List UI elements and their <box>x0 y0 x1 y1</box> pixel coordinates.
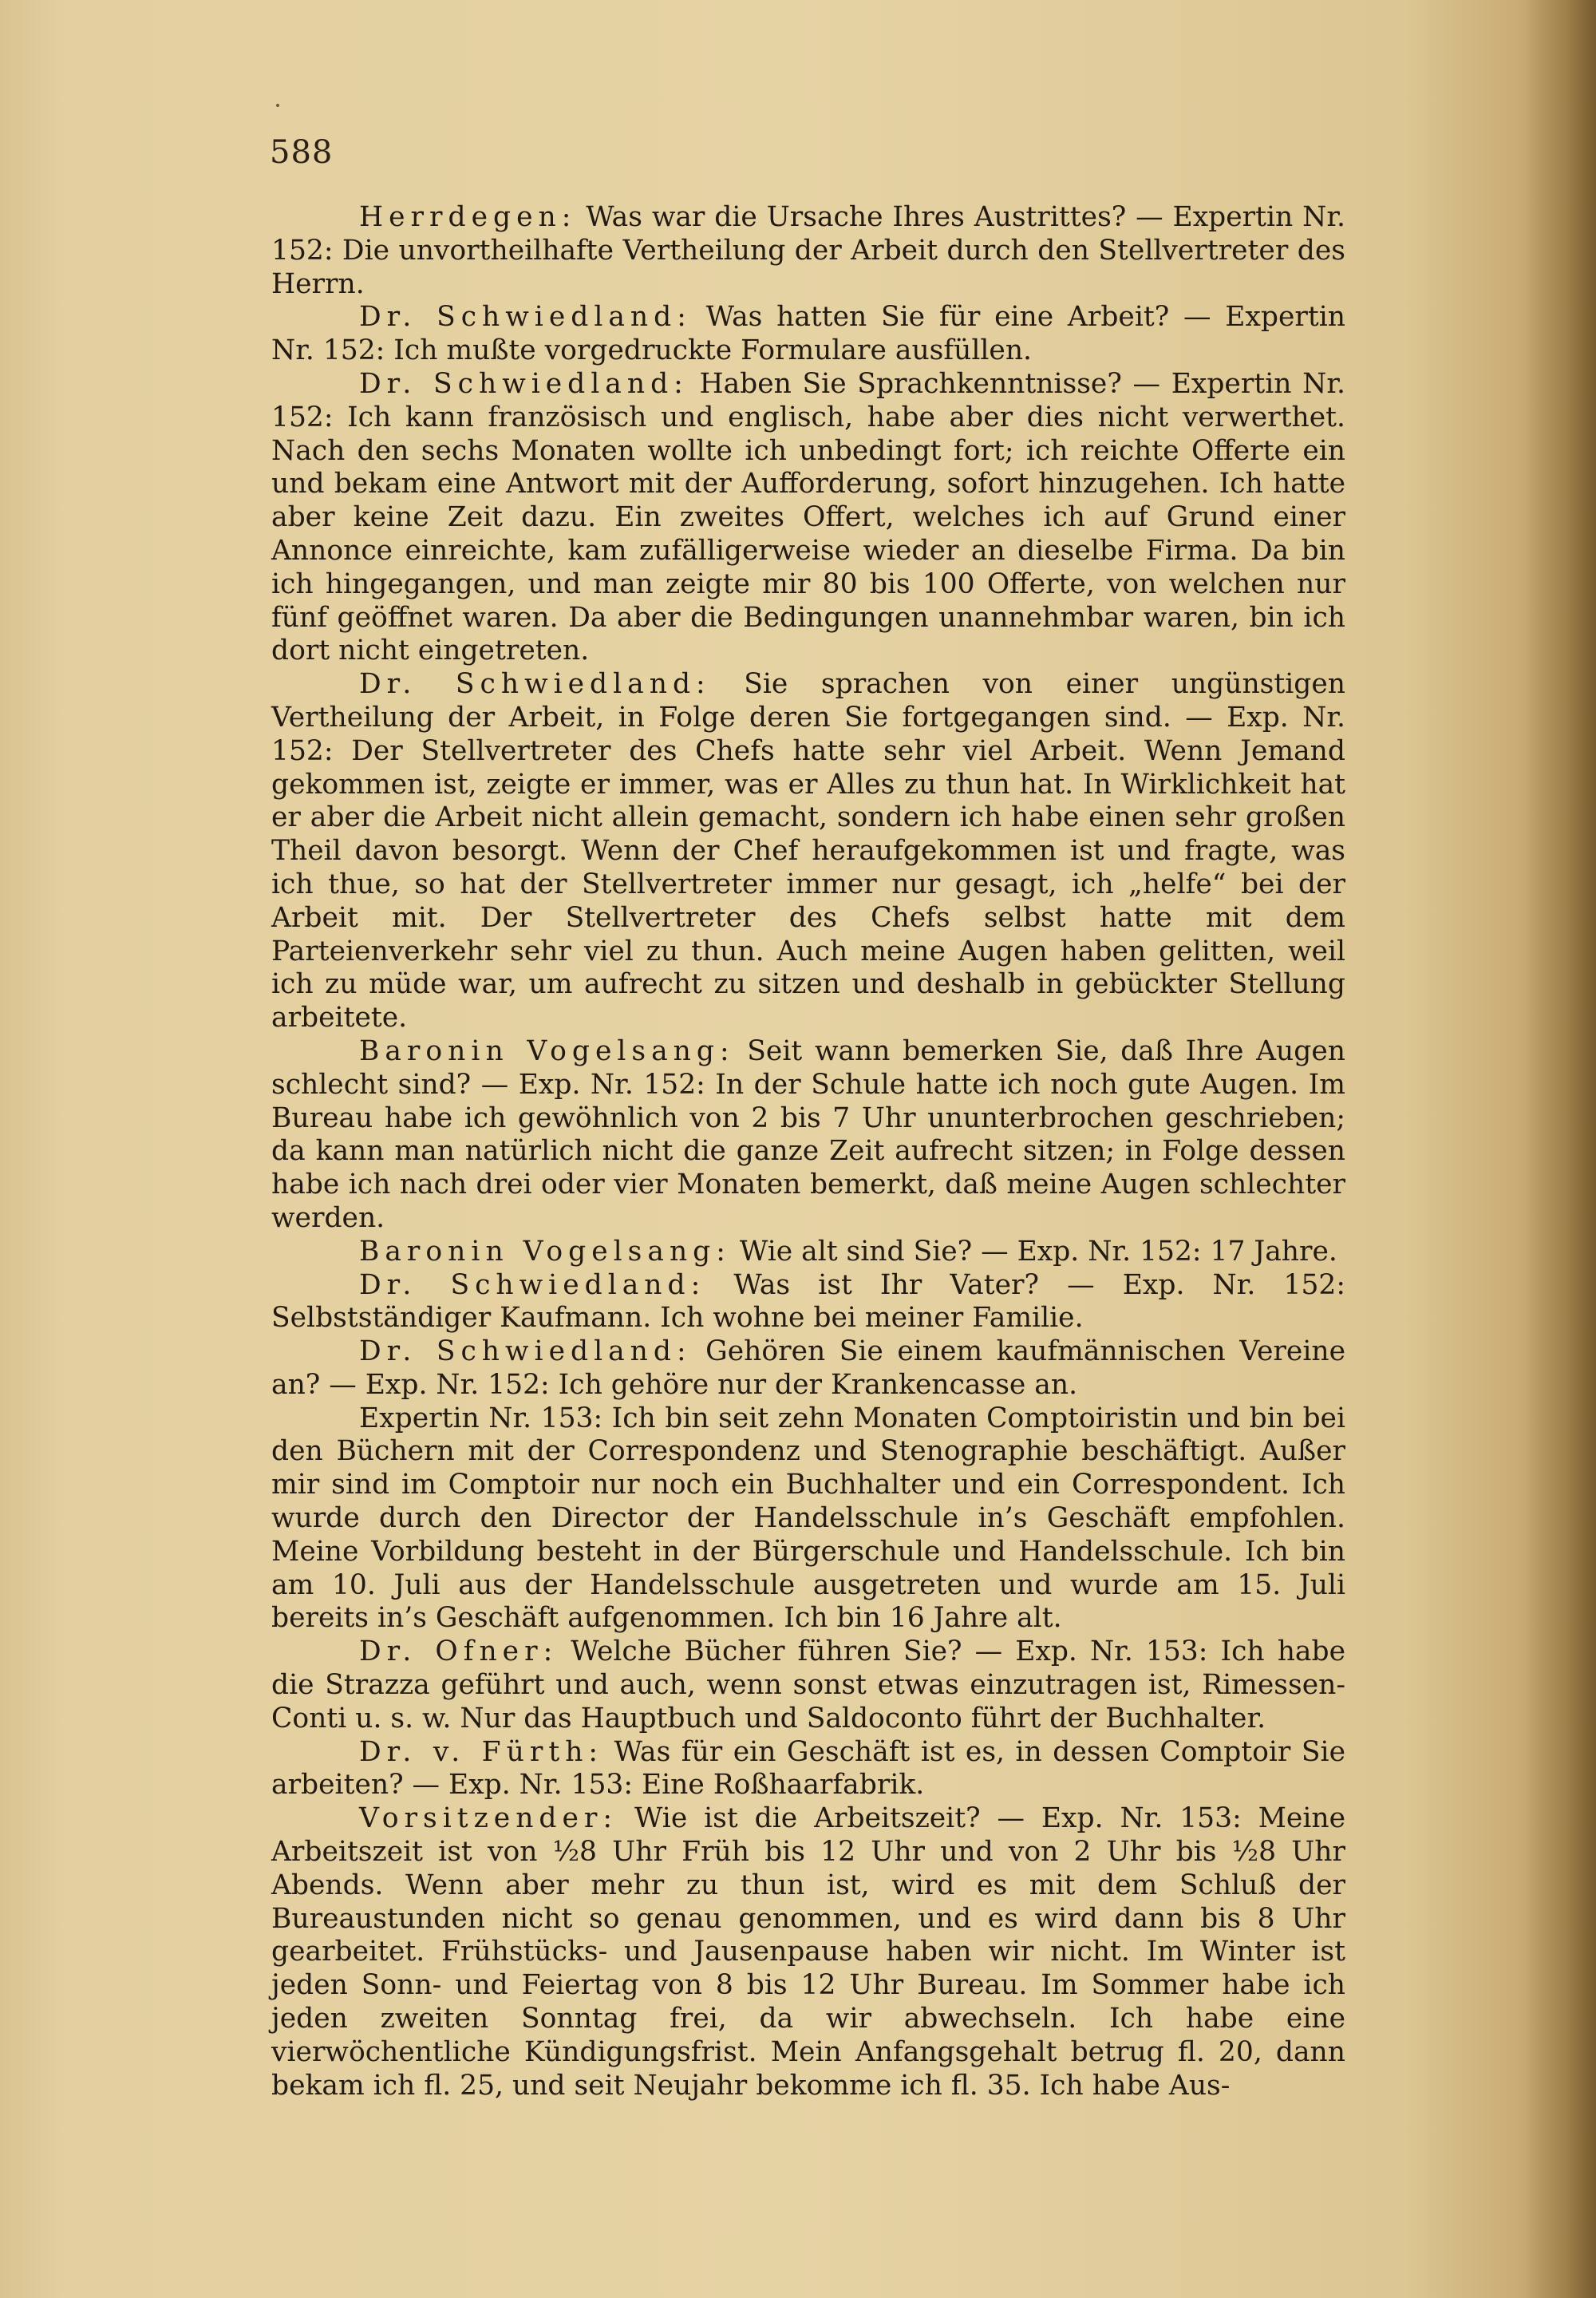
paragraph <box>271 1802 1345 2102</box>
speaker-name: Dr. Schwiedland: <box>359 1268 706 1301</box>
paragraph <box>271 1269 1345 1336</box>
speaker-name: Dr. v. Fürth: <box>359 1735 604 1768</box>
paragraph <box>271 1402 1345 1636</box>
paragraph-text: Wie ist die Arbeitszeit? — Exp. Nr. 153: Meine Arbeitszeit ist von ½8 Uhr Früh bis 12 Uhr und von 2 Uhr bis ½8 Uhr Abends. Wenn aber mehr zu thun ist, wird es mit dem Schluß der Bureaustunden nicht so genau genommen, und es wird dann bis 8 Uhr gearbeitet. Frühstücks- und Jausenpause haben wir nicht. Im Winter ist jeden Sonn- und Feiertag von 8 bis 12 Uhr Bureau. Im Sommer habe ich jeden zweiten Sonntag frei, da wir abwechseln. Ich habe eine vierwöchentliche Kündigungsfrist. Mein Anfangsgehalt betrug fl. 20, dann bekam ich fl. 25, und seit Neujahr bekomme ich fl. 35. Ich habe Aus- <box>271 1802 1345 2102</box>
page-binding-shadow <box>1524 0 1596 2298</box>
speaker-name: Dr. Schwiedland: <box>359 1335 692 1368</box>
paragraph <box>271 301 1345 368</box>
paragraph <box>271 1635 1345 1735</box>
speaker-name: Baronin Vogelsang: <box>359 1034 735 1067</box>
speaker-name: Dr. Schwiedland: <box>359 367 689 400</box>
paragraph <box>271 1736 1345 1803</box>
paragraph <box>271 1035 1345 1236</box>
paragraph-text: Wie alt sind Sie? — Exp. Nr. 152: 17 Jahre. <box>730 1235 1337 1268</box>
speaker-name: Vorsitzender: <box>359 1802 618 1835</box>
paper-speck <box>276 104 279 107</box>
speaker-name: Baronin Vogelsang: <box>359 1235 731 1268</box>
speaker-name: Herrdegen: <box>359 201 577 233</box>
paragraph-text: Was ist Ihr Vater? — Exp. Nr. 152: Selbstständiger Kaufmann. Ich wohne bei meiner Familie. <box>271 1268 1345 1335</box>
speaker-name: Dr. Schwiedland: <box>359 301 692 334</box>
speaker-name: Dr. Schwiedland: <box>359 668 711 701</box>
body-text <box>271 201 1345 2102</box>
paragraph-text: Expertin Nr. 153: Ich bin seit zehn Monaten Comptoiristin und bin bei den Büchern mit der Correspondenz und Stenographie beschäftigt. Außer mir sind im Comptoir nur noch ein Buchhalter und ein Correspondent. Ich wurde durch den Director der Handelsschule in’s Geschäft empfohlen. Meine Vorbildung besteht in der Bürgerschule und Handelsschule. Ich bin am 10. Juli aus der Handelsschule ausgetreten und wurde am 15. Juli bereits in’s Geschäft aufgenommen. Ich bin 16 Jahre alt. <box>271 1402 1345 1635</box>
paragraph <box>271 1335 1345 1402</box>
paragraph-text: Seit wann bemerken Sie, daß Ihre Augen schlecht sind? — Exp. Nr. 152: In der Schule hatte ich noch gute Augen. Im Bureau habe ich gewöhnlich von 2 bis 7 Uhr ununterbrochen geschrieben; da kann man natürlich nicht die ganze Zeit aufrecht sitzen; in Folge dessen habe ich nach drei oder vier Monaten bemerkt, daß meine Augen schlechter werden. <box>271 1034 1345 1234</box>
paragraph <box>271 1236 1345 1269</box>
paragraph <box>271 201 1345 301</box>
paragraph-text: Was für ein Geschäft ist es, in dessen Comptoir Sie arbeiten? — Exp. Nr. 153: Eine Roßhaarfabrik. <box>271 1735 1346 1802</box>
paragraph-text: Welche Bücher führen Sie? — Exp. Nr. 153: Ich habe die Strazza geführt und auch, wenn sonst etwas einzutragen ist, Rimessen-Conti u. s. w. Nur das Hauptbuch und Saldoconto führt der Buchhalter. <box>271 1635 1345 1734</box>
paragraph-text: Gehören Sie einem kaufmännischen Vereine an? — Exp. Nr. 152: Ich gehöre nur der Krankencasse an. <box>271 1335 1345 1401</box>
paragraph-text: Was hatten Sie für eine Arbeit? — Expertin Nr. 152: Ich mußte vorgedruckte Formulare ausfüllen. <box>271 301 1345 367</box>
paragraph <box>271 668 1345 1035</box>
paragraph-text: Sie sprachen von einer ungünstigen Vertheilung der Arbeit, in Folge deren Sie fortgegangen sind. — Exp. Nr. 152: Der Stellvertreter des Chefs hatte sehr viel Arbeit. Wenn Jemand gekommen ist, zeigte er immer, was er Alles zu thun hat. In Wirklichkeit hat er aber die Arbeit nicht allein gemacht, sondern ich habe einen sehr großen Theil davon besorgt. Wenn der Chef heraufgekommen ist und fragte, was ich thue, so hat der Stellvertreter immer nur gesagt, ich „helfe“ bei der Arbeit mit. Der Stellvertreter des Chefs selbst hatte mit dem Parteienverkehr sehr viel zu thun. Auch meine Augen haben gelitten, weil ich zu müde war, um aufrecht zu sitzen und deshalb in gebückter Stellung arbeitete. <box>271 668 1346 1034</box>
paragraph-text: Haben Sie Sprachkenntnisse? — Expertin Nr. 152: Ich kann französisch und englisch, habe aber dies nicht verwerthet. Nach den sechs Monaten wollte ich unbedingt fort; ich reichte Offerte ein und bekam eine Antwort mit der Aufforderung, sofort hinzugehen. Ich hatte aber keine Zeit dazu. Ein zweites Offert, welches ich auf Grund einer Annonce einreichte, kam zufälligerweise wieder an dieselbe Firma. Da bin ich hingegangen, und man zeigte mir 80 bis 100 Offerte, von welchen nur fünf geöffnet waren. Da aber die Bedingungen unannehmbar waren, bin ich dort nicht eingetreten. <box>271 367 1345 667</box>
page-number: 588 <box>270 134 334 171</box>
speaker-name: Dr. Ofner: <box>359 1635 559 1668</box>
paragraph <box>271 368 1345 668</box>
paragraph-text: Was war die Ursache Ihres Austrittes? — Expertin Nr. 152: Die unvortheilhafte Vertheilung der Arbeit durch den Stellvertreter des Herrn. <box>271 201 1345 300</box>
